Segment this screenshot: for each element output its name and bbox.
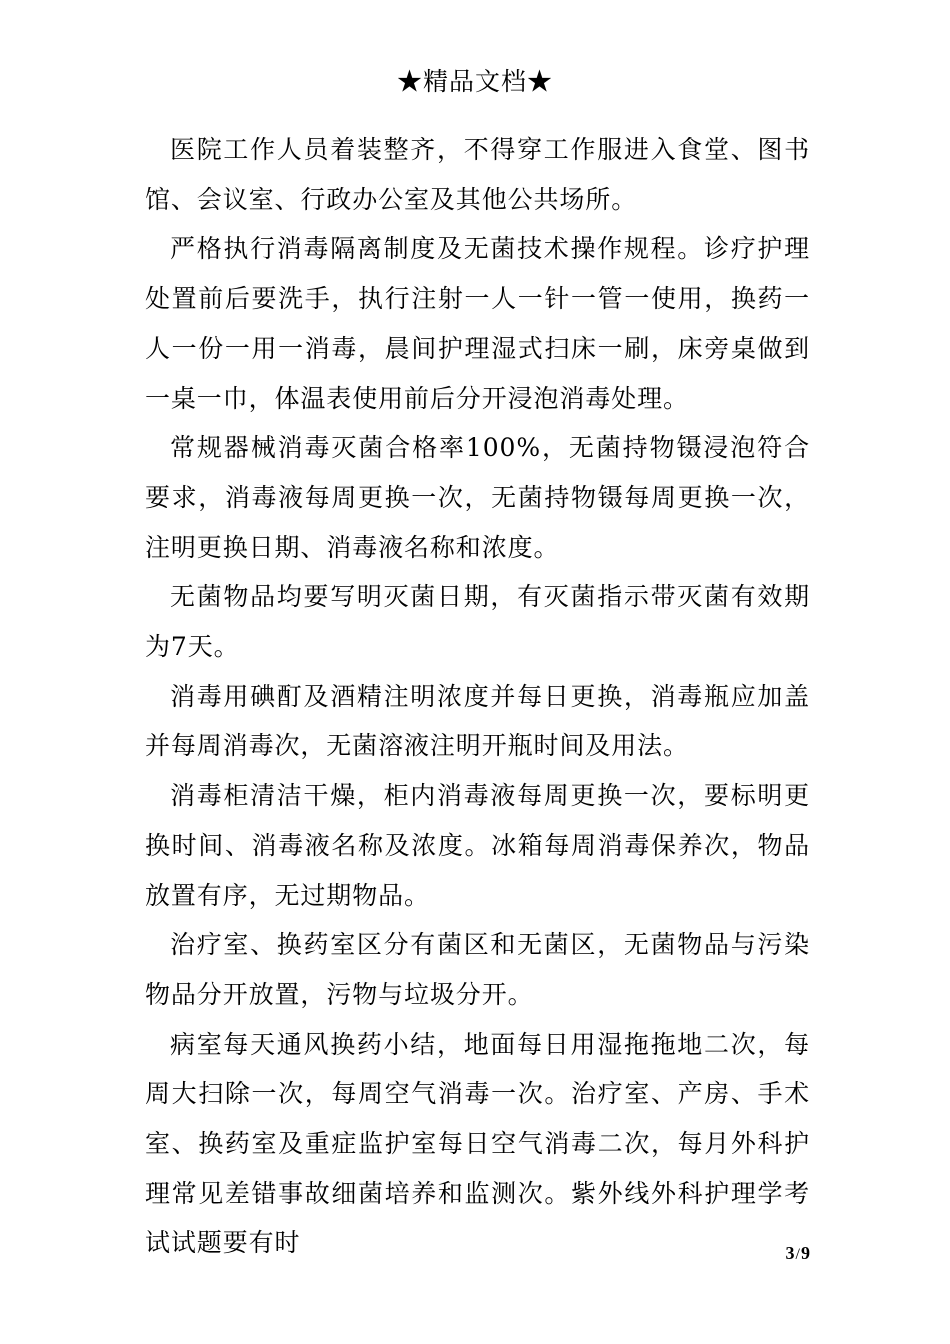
paragraph-iodine-alcohol: 消毒用碘酊及酒精注明浓度并每日更换，消毒瓶应加盖并每周消毒次，无菌溶液注明开瓶时间及用法。 [145,681,810,761]
paragraph-treatment-room: 治疗室、换药室区分有菌区和无菌区，无菌物品与污染物品分开放置，污物与垃圾分开。 [145,930,810,1009]
document-body [145,125,810,1268]
paragraph-sterile-items: 无菌物品均要写明灭菌日期，有灭菌指示带灭菌有效期为7天。 [145,582,810,662]
paragraph-attire: 医院工作人员着装整齐，不得穿工作服进入食堂、图书馆、会议室、行政办公室及其他公共场所。 [145,135,810,214]
current-page: 3 [785,1243,795,1263]
paragraph-ward-ventilation: 病室每天通风换药小结，地面每日用湿拖拖地二次，每周大扫除一次，每周空气消毒一次。治疗室、产房、手术室、换药室及重症监护室每日空气消毒二次，每月外科护理常见差错事故细菌培养和监测次。紫外线外科护理学考试试题要有时 [145,1029,810,1258]
header-title: ★精品文档★ [396,67,553,96]
paragraph-disinfection-cabinet: 消毒柜清洁干燥，柜内消毒液每周更换一次，要标明更换时间、消毒液名称及浓度。冰箱每周消毒保养次，物品放置有序，无过期物品。 [145,781,810,910]
paragraph-disinfection-rules: 严格执行消毒隔离制度及无菌技术操作规程。诊疗护理处置前后要洗手，执行注射一人一针一管一使用，换药一人一份一用一消毒，晨间护理湿式扫床一刷，床旁桌做到一桌一巾，体温表使用前后分开浸泡消毒处理。 [145,234,810,413]
total-pages: 9 [801,1243,810,1263]
page-separator: / [795,1246,800,1263]
page-number [730,1243,810,1264]
paragraph-instrument-sterilization: 常规器械消毒灭菌合格率100%，无菌持物镊浸泡符合要求，消毒液每周更换一次，无菌持物镊每周更换一次，注明更换日期、消毒液名称和浓度。 [145,433,810,562]
page-header [0,62,950,102]
